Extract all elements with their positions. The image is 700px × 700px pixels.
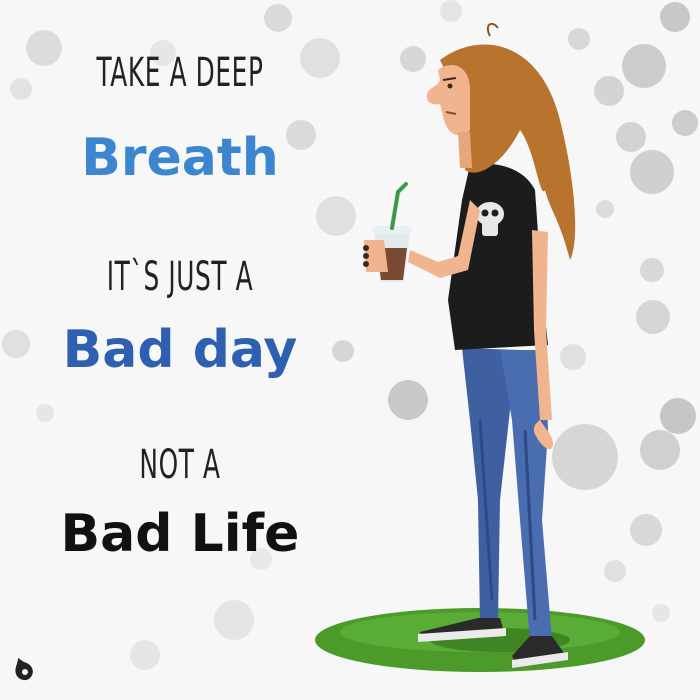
artist-logo-icon <box>14 656 36 682</box>
face <box>427 65 470 135</box>
quote-line-6: Bad Life <box>60 504 300 564</box>
quote-line-2: Breath <box>81 128 279 188</box>
quote-line-5: NOT A <box>139 442 221 488</box>
quote-line-4: Bad day <box>62 320 298 380</box>
quote-line-3: IT`S JUST A <box>106 254 254 300</box>
quote-line-1: TAKE A DEEP <box>96 50 264 96</box>
